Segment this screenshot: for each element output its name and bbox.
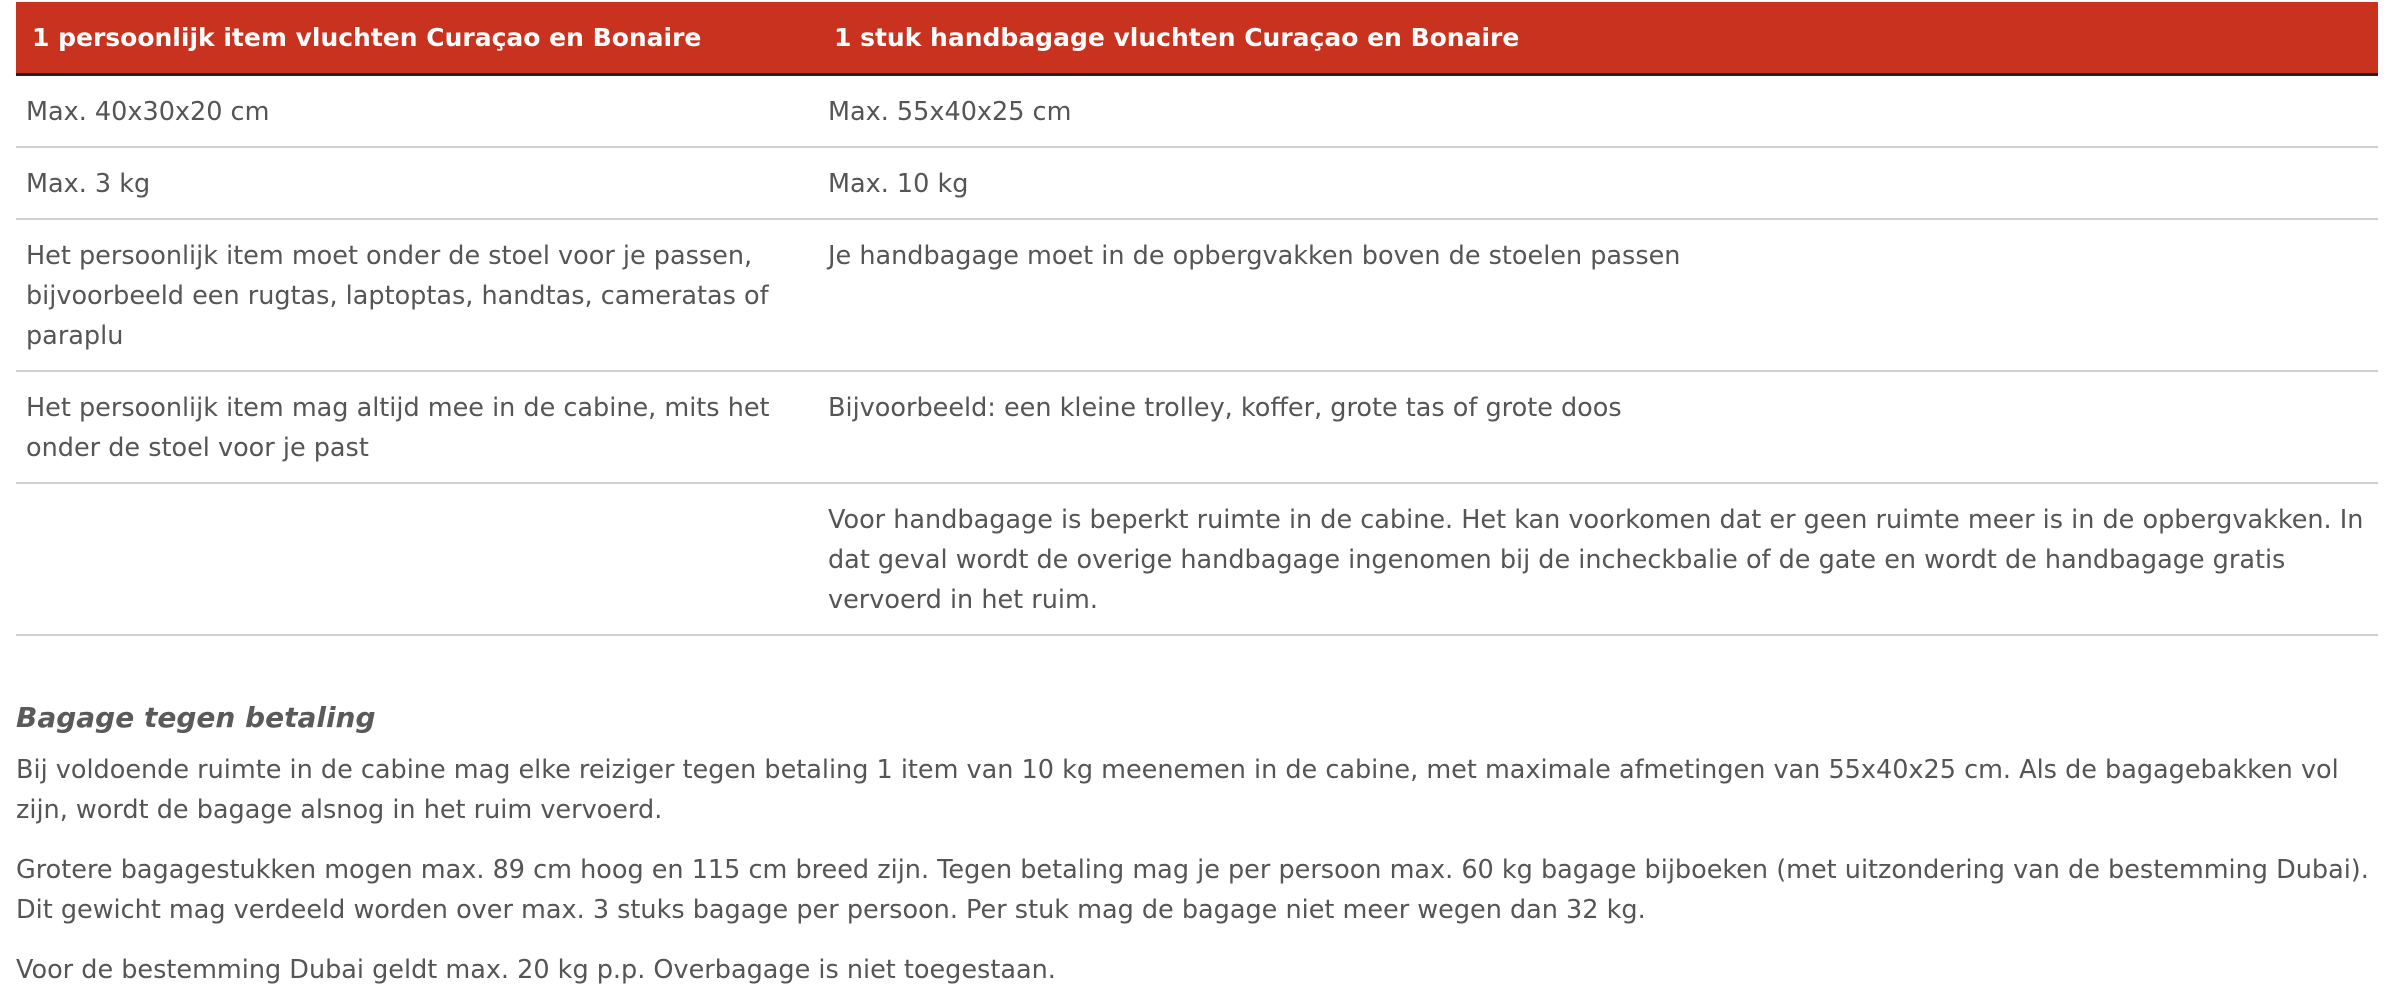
table-cell: Je handbagage moet in de opbergvakken boven de stoelen passen xyxy=(818,219,2378,371)
table-row xyxy=(16,75,2378,148)
table-cell: Max. 3 kg xyxy=(16,147,818,219)
section-title: Bagage tegen betaling xyxy=(16,701,376,734)
table-row xyxy=(16,371,2378,483)
paragraph: Bij voldoende ruimte in de cabine mag elke reiziger tegen betaling 1 item van 10 kg meenemen in de cabine, met maximale afmetingen van 55x40x25 cm. Als de bagagebakken vol zijn, wordt de bagage alsnog in het ruim vervoerd. xyxy=(16,755,2339,825)
table-cell: Max. 40x30x20 cm xyxy=(16,75,818,148)
table-cell: Het persoonlijk item mag altijd mee in de cabine, mits het onder de stoel voor je past xyxy=(16,371,818,483)
page-content xyxy=(16,2,2390,990)
baggage-table xyxy=(16,2,2378,636)
paragraph: Voor de bestemming Dubai geldt max. 20 kg p.p. Overbagage is niet toegestaan. xyxy=(16,955,1056,985)
header-personal-item: 1 persoonlijk item vluchten Curaçao en Bonaire xyxy=(16,2,818,75)
table-row xyxy=(16,483,2378,635)
table-cell: Max. 55x40x25 cm xyxy=(818,75,2378,148)
paragraph: Grotere bagagestukken mogen max. 89 cm hoog en 115 cm breed zijn. Tegen betaling mag je per persoon max. 60 kg bagage bijboeken (met uitzondering van de bestemming Dubai). Dit gewicht mag verdeeld worden over max. 3 stuks bagage per persoon. Per stuk mag de bagage niet meer wegen dan 32 kg. xyxy=(16,855,2369,925)
table-header xyxy=(16,2,2378,75)
table-body xyxy=(16,75,2378,636)
table-cell-empty xyxy=(16,483,818,635)
table-cell: Voor handbagage is beperkt ruimte in de cabine. Het kan voorkomen dat er geen ruimte meer is in de opbergvakken. In dat geval wordt de overige handbagage ingenomen bij de incheckbalie of de gate en wordt de handbagage gratis vervoerd in het ruim. xyxy=(818,483,2378,635)
table-header-row xyxy=(16,2,2378,75)
table-row xyxy=(16,147,2378,219)
table-cell: Bijvoorbeeld: een kleine trolley, koffer, grote tas of grote doos xyxy=(818,371,2378,483)
header-hand-luggage: 1 stuk handbagage vluchten Curaçao en Bonaire xyxy=(818,2,2378,75)
table-row xyxy=(16,219,2378,371)
table-cell: Het persoonlijk item moet onder de stoel voor je passen, bijvoorbeeld een rugtas, laptoptas, handtas, cameratas of paraplu xyxy=(16,219,818,371)
table-cell: Max. 10 kg xyxy=(818,147,2378,219)
